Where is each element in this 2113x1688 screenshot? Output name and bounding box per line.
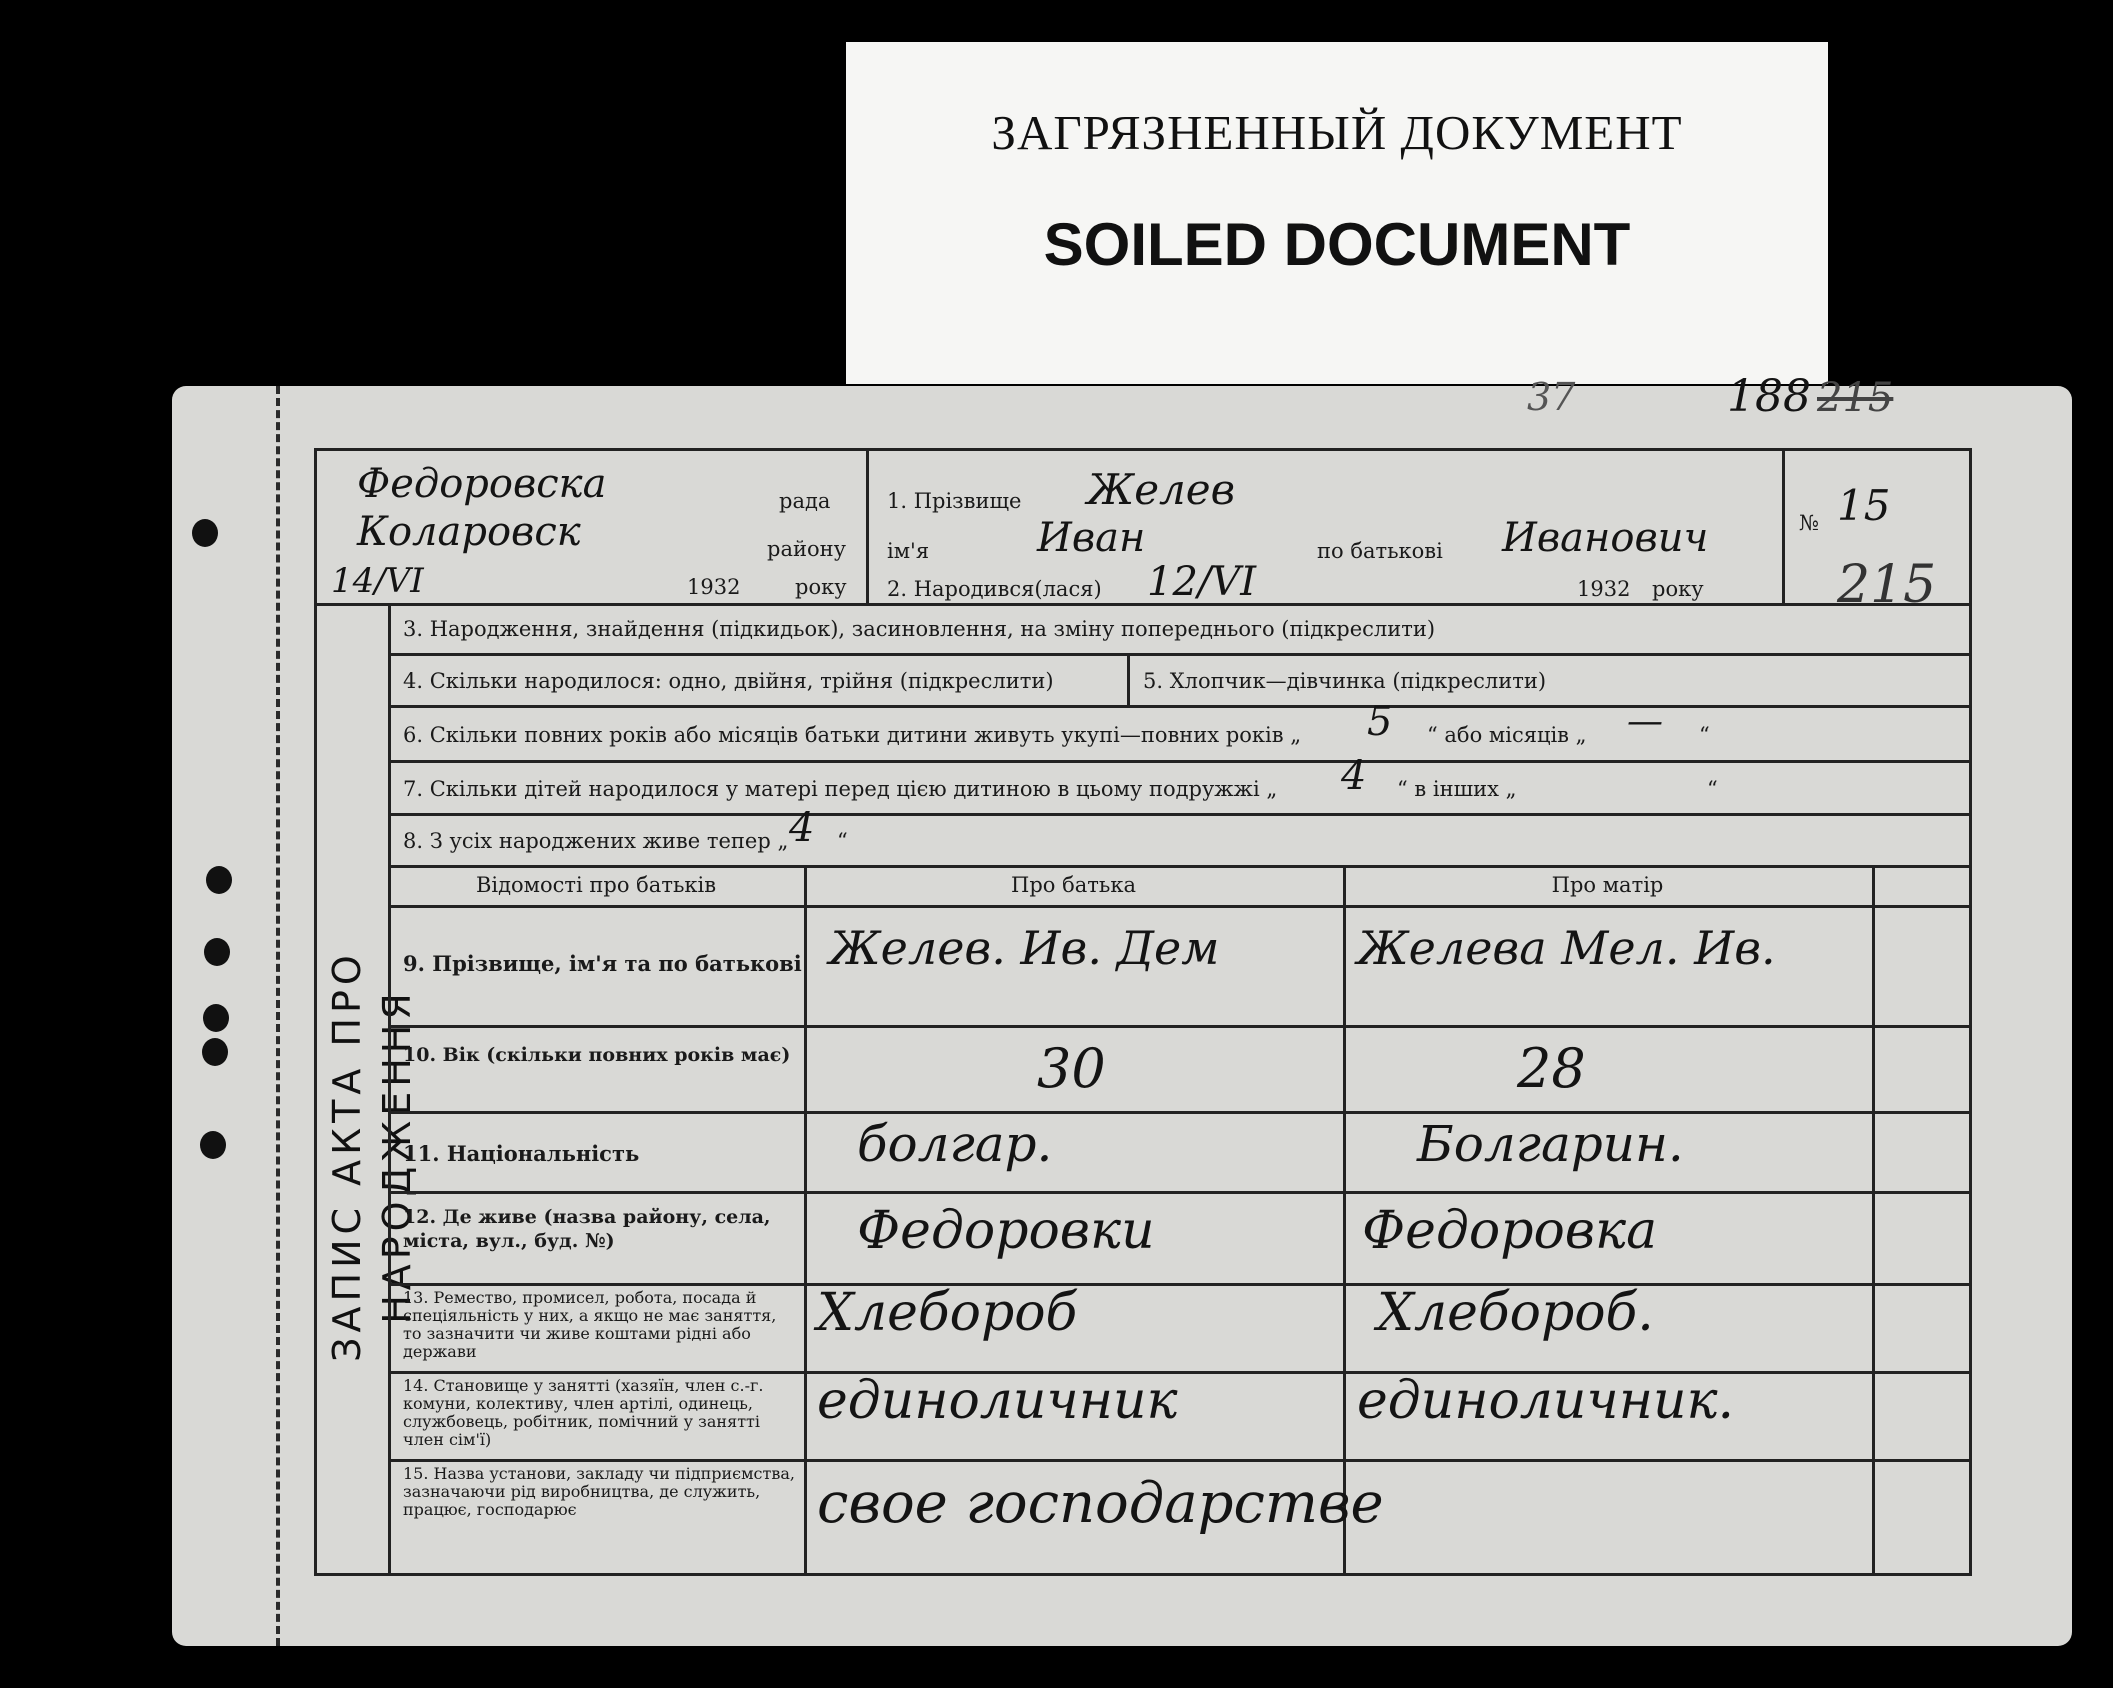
divider — [388, 760, 1969, 763]
punch-hole — [192, 519, 218, 547]
born-date-value: 12/VI — [1147, 559, 1257, 605]
divider — [866, 451, 869, 603]
record-date-value: 14/VI — [331, 561, 424, 601]
divider — [388, 1111, 1969, 1114]
row-5-text: 5. Хлопчик—дівчинка (підкреслити) — [1143, 669, 1547, 693]
divider — [388, 1459, 1969, 1462]
name-value: Иван — [1037, 515, 1146, 561]
row-6-close: “ — [1699, 723, 1710, 747]
row-13-mother: Хлебороб. — [1377, 1283, 1654, 1343]
rayon-label: району — [767, 537, 846, 561]
rada-value: Федоровска — [357, 461, 607, 507]
label-english: SOILED DOCUMENT — [1043, 211, 1631, 278]
row-14-father: единоличник — [817, 1371, 1178, 1431]
patronymic-label: по батькові — [1317, 539, 1443, 563]
divider — [1343, 865, 1346, 1573]
divider — [1782, 451, 1785, 603]
corner-number: 215 — [1837, 555, 1937, 615]
row-11-label: 11. Національність — [403, 1141, 640, 1166]
rayon-value: Коларовск — [357, 509, 581, 555]
divider — [388, 865, 1969, 868]
punch-hole — [202, 1038, 228, 1066]
row-6-months-value: — — [1627, 701, 1663, 742]
surname-label: 1. Прізвище — [887, 489, 1022, 513]
surname-value: Желев — [1087, 465, 1236, 514]
row-10-label: 10. Вік (скільки повних років має) — [403, 1044, 791, 1066]
row-7-text: 7. Скільки дітей народилося у матері перед цією дитиною в цьому подружжі „ — [403, 777, 1278, 801]
row-4-text: 4. Скільки народилося: одно, двійня, трійня (підкреслити) — [403, 669, 1054, 693]
form-frame — [314, 371, 1972, 1576]
divider — [388, 1025, 1969, 1028]
rok-label: року — [795, 575, 847, 599]
row-14-label: 14. Становище у занятті (хазяїн, член с.-г. комуни, колективу, член артілі, одинець, службовець, робітник, помічний у занятті член сім'ї) — [403, 1376, 764, 1449]
row-6-text: 6. Скільки повних років або місяців батьки дитини живуть укупі—повних років „ — [403, 723, 1302, 747]
column-header-mother: Про матір — [1551, 873, 1664, 897]
patronymic-value: Иванович — [1502, 515, 1709, 561]
row-3-text: 3. Народження, знайдення (підкидьок), засиновлення, на зміну попереднього (підкреслити) — [403, 617, 1436, 641]
row-8-text: 8. З усіх народжених живе тепер „ — [403, 829, 789, 853]
record-year-printed: 1932 — [687, 575, 741, 599]
row-9-mother: Желева Мел. Ив. — [1357, 921, 1776, 975]
divider — [317, 603, 1969, 606]
divider — [388, 653, 1969, 656]
row-10-mother: 28 — [1517, 1037, 1586, 1100]
row-9-label: 9. Прізвище, ім'я та по батькові — [403, 951, 802, 976]
row-8-value: 4 — [789, 805, 815, 851]
row-12-father: Федоровки — [857, 1201, 1155, 1261]
record-number-value: 15 — [1837, 481, 1891, 530]
punch-hole — [204, 938, 230, 966]
record-number-label: № — [1799, 511, 1819, 535]
name-label: ім'я — [887, 539, 930, 563]
punch-hole — [203, 1004, 229, 1032]
row-13-label: 13. Ремество, промисел, робота, посада й спеціяльність у них, а якщо не має заняття, то зазначити чи живе коштами рідні або держави — [403, 1288, 777, 1361]
birth-record-card — [172, 371, 2072, 1646]
born-year-printed: 1932 — [1577, 577, 1631, 601]
label-russian: ЗАГРЯЗНЕННЫЙ ДОКУМЕНТ — [991, 105, 1683, 160]
row-7-close: “ — [1707, 777, 1718, 801]
row-6-months-label: “ або місяців „ — [1427, 723, 1587, 747]
divider — [388, 1191, 1969, 1194]
row-14-mother: единоличник. — [1357, 1371, 1735, 1431]
divider — [388, 813, 1969, 816]
row-6-years-value: 5 — [1367, 699, 1393, 745]
row-10-father: 30 — [1037, 1037, 1106, 1100]
row-8-close: “ — [837, 829, 848, 853]
row-15-father: свое господарстве — [817, 1471, 1384, 1536]
born-rok-label: року — [1652, 577, 1704, 601]
row-7-value: 4 — [1341, 753, 1367, 799]
corner-number: 215 — [1817, 375, 1894, 421]
divider — [388, 905, 1969, 908]
column-header-father: Про батька — [1011, 873, 1136, 897]
divider — [1127, 653, 1130, 705]
punch-hole — [206, 866, 232, 894]
row-12-label: 12. Де живе (назва району, села, міста, вул., буд. №) — [403, 1206, 771, 1252]
divider — [388, 603, 391, 1573]
corner-number: 37 — [1527, 375, 1576, 419]
row-11-mother: Болгарин. — [1417, 1115, 1684, 1173]
row-13-father: Хлебороб — [817, 1283, 1078, 1343]
side-title: ЗАПИС АКТА ПРО НАРОДЖЕННЯ — [325, 950, 419, 1362]
column-header-info: Відомості про батьків — [475, 873, 717, 897]
divider — [1872, 865, 1875, 1573]
divider — [804, 865, 807, 1573]
divider — [388, 1283, 1969, 1286]
born-label: 2. Народився(лася) — [887, 577, 1102, 601]
perforation-line — [276, 386, 280, 1646]
row-9-father: Желев. Ив. Дем — [829, 921, 1220, 975]
row-11-father: болгар. — [857, 1115, 1053, 1173]
divider — [388, 705, 1969, 708]
row-15-label: 15. Назва установи, закладу чи підприємства, зазначаючи рід виробництва, де служить, працює, господарює — [403, 1464, 795, 1519]
punch-hole — [200, 1131, 226, 1159]
corner-number: 188 — [1727, 371, 1811, 422]
row-12-mother: Федоровка — [1362, 1201, 1658, 1261]
rada-label: рада — [779, 489, 831, 513]
soiled-document-label — [846, 42, 1828, 384]
row-7-other-label: “ в інших „ — [1397, 777, 1517, 801]
